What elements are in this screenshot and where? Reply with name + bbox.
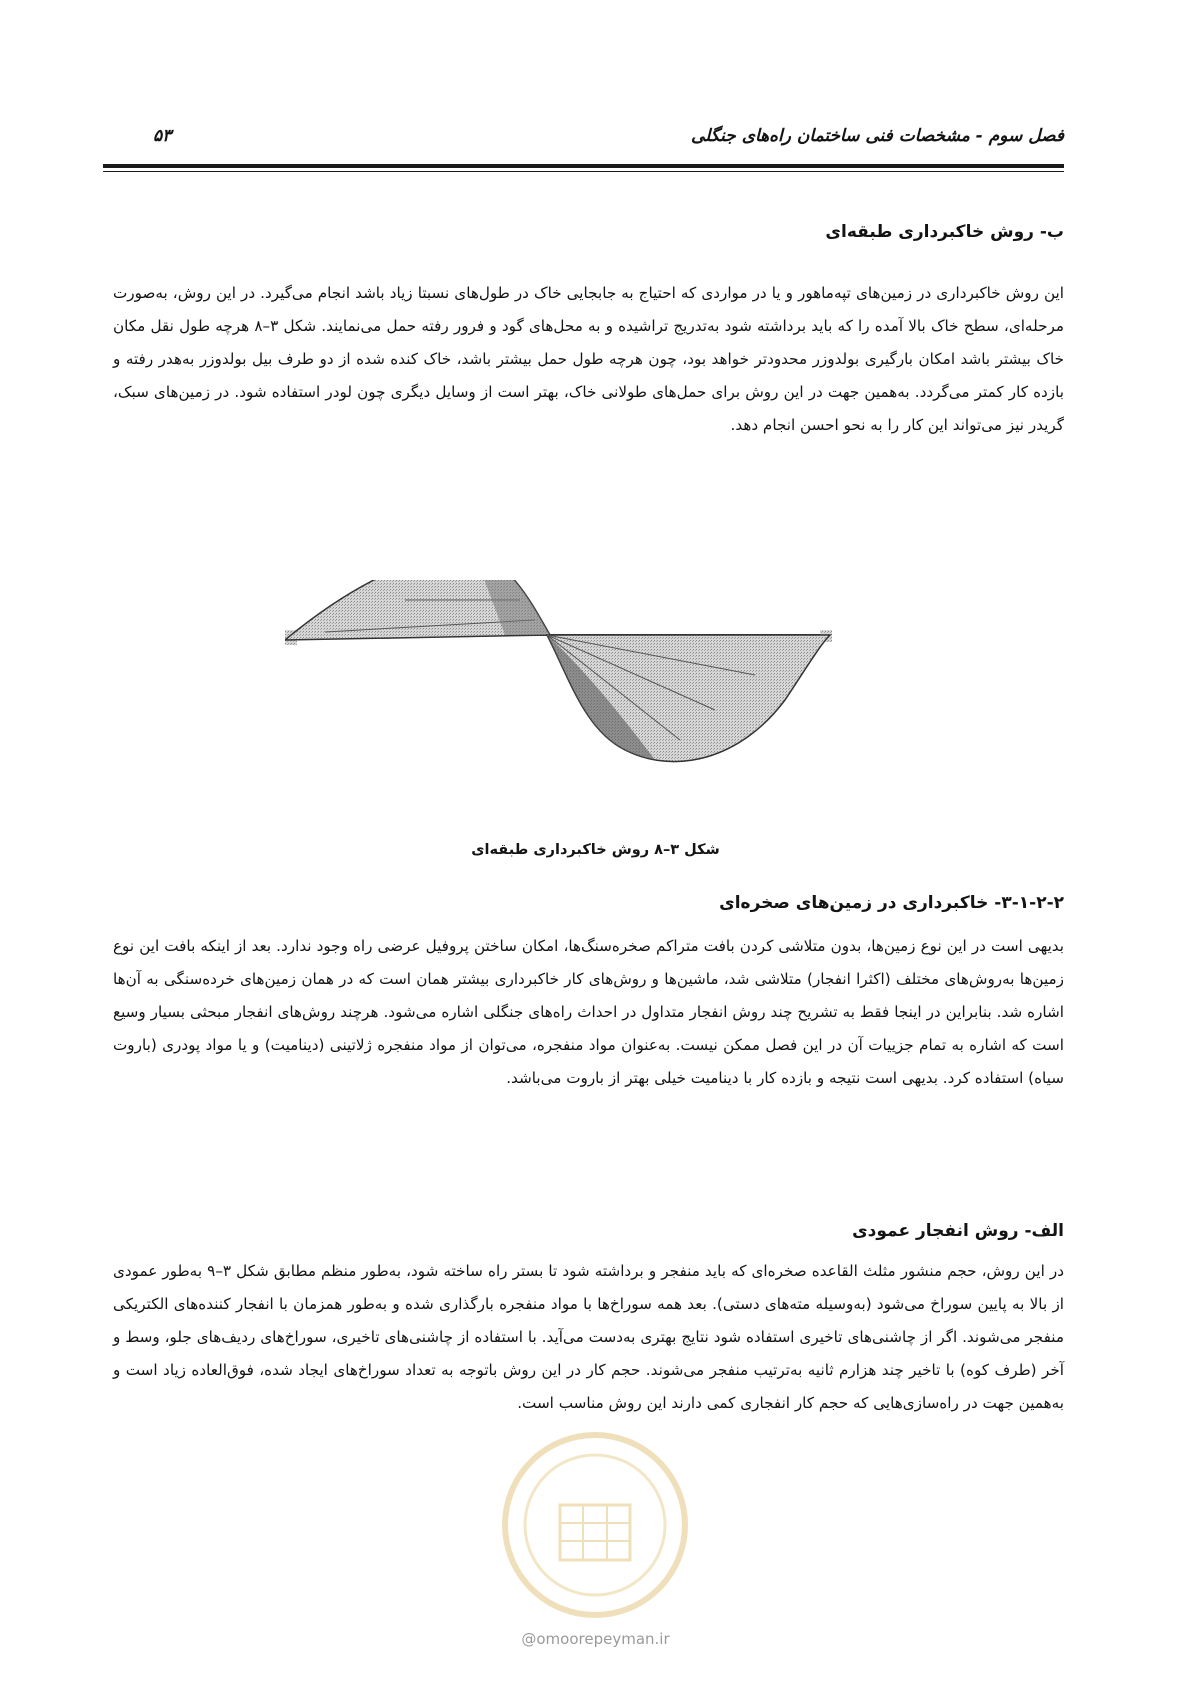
- layered-excavation-figure: [285, 580, 900, 825]
- section-heading-vertical-blasting: الف- روش انفجار عمودی: [852, 1221, 1064, 1241]
- header-rule-thin: [103, 171, 1064, 172]
- running-header: [103, 126, 1064, 162]
- chapter-title: فصل سوم - مشخصات فنی ساختمان راه‌های جنگلی: [690, 126, 1064, 146]
- paragraph-layered-excavation: این روش خاکبرداری در زمین‌های تپه‌ماهور و یا در مواردی که احتیاج به جابجایی خاک در طول‌های نسبتا زیاد باشد انجام می‌گیرد. در این روش، به‌صورت مرحله‌ای، سطح خاک بالا آمده را که باید برداشته شود به‌تدریج تراشیده و به محل‌های گود و فرور رفته حمل می‌نمایند. شکل ۳–۸ هرچه طول نقل مکان خاک بیشتر باشد امکان بارگیری بولدوزر محدودتر خواهد بود، چون هرچه طول حمل بیشتر باشد، خاک کنده شده از دو طرف بیل بولدوزر به‌هدر رفته و بازده کار کمتر می‌گردد. به‌همین جهت در این روش برای حمل‌های طولانی خاک، بهتر است از وسایل دیگری چون لودر استفاده شود. در زمین‌های سبک، گریدر نیز می‌تواند این کار را به نحو احسن انجام دهد.: [113, 284, 1064, 434]
- paragraph-vertical-blasting: در این روش، حجم منشور مثلث القاعده صخره‌ای که باید منفجر و برداشته شود تا بستر راه ساخته شود، به‌طور منظم مطابق شکل ۳–۹ به‌طور عمودی از بالا به پایین سوراخ می‌شود (به‌وسیله مته‌های دستی). بعد همه سوراخ‌ها با مواد منفجره بارگذاری شده و به‌طور همزمان با انفجار کننده‌های الکتریکی منفجر می‌شوند. اگر از چاشنی‌های تاخیری استفاده شود نتایج بهتری به‌دست می‌آید. با استفاده از چاشنی‌های تاخیری، سوراخ‌های ردیف‌های جلو، وسط و آخر (طرف کوه) با تاخیر چند هزارم ثانیه به‌ترتیب منفجر می‌شوند. حجم کار در این روش باتوجه به تعداد سوراخ‌های ایجاد شده، فوق‌العاده زیاد است و به‌همین جهت در راه‌سازی‌هایی که حجم کار انفجاری کمی دارند این روش مناسب است.: [113, 1262, 1064, 1412]
- section-heading-rocky-terrain: ۳-۱-۲-۲- خاکبرداری در زمین‌های صخره‌ای: [719, 893, 1064, 913]
- watermark-url: @omoorepeyman.ir: [521, 1630, 670, 1648]
- section-heading-layered-excavation: ب- روش خاکبرداری طبقه‌ای: [825, 222, 1064, 242]
- paragraph-rocky-terrain: بدیهی است در این نوع زمین‌ها، بدون متلاشی کردن بافت متراکم صخره‌سنگ‌ها، امکان ساختن پروفیل عرضی راه وجود ندارد. بعد از اینکه بافت این نوع زمین‌ها به‌روش‌های مختلف (اکثرا انفجار) متلاشی شد، ماشین‌ها و روش‌های کار خاکبرداری بیشتر همان است که در همان زمین‌های خردەسنگی به آن‌ها اشاره شد. بنابراین در اینجا فقط به تشریح چند روش انفجار متداول در احداث راه‌های جنگلی اشاره می‌شود. هرچند روش‌های انفجار مبحثی بسیار وسیع است که اشاره به تمام جزییات آن در این فصل ممکن نیست. به‌عنوان مواد منفجره، می‌توان از مواد منفجره ژلاتینی (دینامیت) و یا مواد پودری (باروت سیاه) استفاده کرد. بدیهی است نتیجه و بازده کار با دینامیت خیلی بهتر از باروت می‌باشد.: [113, 937, 1064, 1087]
- header-rule-thick: [103, 164, 1064, 168]
- page-number: ۵۳: [153, 126, 172, 146]
- seal-logo-icon: [470, 1420, 720, 1650]
- figure-caption: شکل ۳–۸ روش خاکبرداری طبقه‌ای: [471, 842, 720, 858]
